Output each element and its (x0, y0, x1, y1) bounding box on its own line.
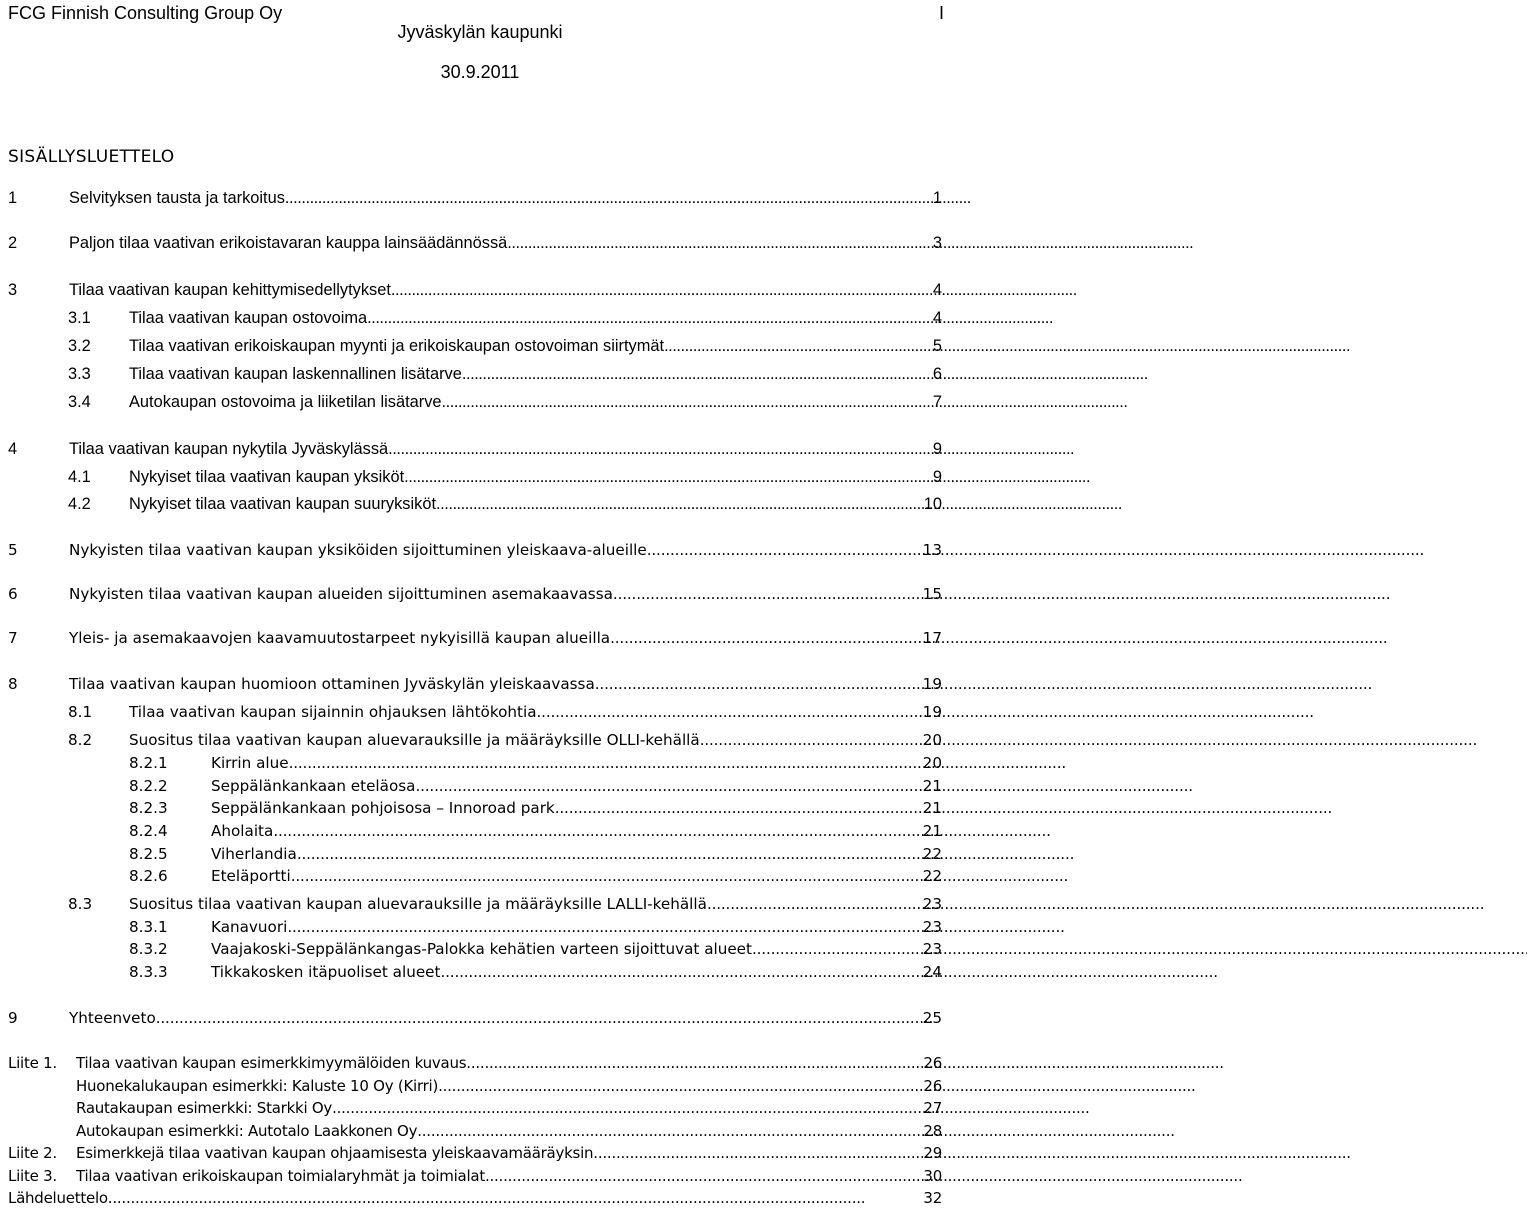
appendix-page: 30 (923, 1167, 942, 1185)
appendix-title: Tilaa vaativan erikoiskaupan toimialaryhmät ja toimialat (76, 1167, 485, 1185)
appendix-title: Tilaa vaativan kaupan esimerkkimyymälöiden kuvaus (76, 1054, 467, 1072)
appendix-entry[interactable] (8, 1051, 942, 1075)
toc-entry-title: Nykyisten tilaa vaativan kaupan yksiköiden sijoittuminen yleiskaava-alueille (69, 541, 647, 559)
toc-entry-number: 4 (8, 440, 18, 458)
appendix-entry[interactable] (8, 1141, 942, 1165)
dot-leader (291, 864, 921, 888)
toc-entry-page: 22 (922, 867, 942, 885)
appendix-entry[interactable] (8, 1119, 942, 1143)
toc-entry-page: 23 (922, 918, 942, 936)
dot-leader (442, 390, 931, 414)
toc-entry[interactable] (8, 437, 942, 461)
toc-entry-page: 19 (922, 703, 942, 721)
toc-title: SISÄLLYSLUETTELO (8, 147, 175, 167)
toc-entry-title: Tilaa vaativan kaupan huomioon ottaminen Jyväskylän yleiskaavassa (69, 675, 595, 693)
appendix-label: Liite 2. (8, 1144, 57, 1162)
appendix-title: Lähdeluettelo (8, 1189, 108, 1207)
dot-leader (297, 842, 921, 866)
toc-entry-title: Autokaupan ostovoima ja liiketilan lisätarve (129, 393, 442, 411)
toc-entry-page: 4 (932, 309, 942, 327)
toc-entry[interactable] (8, 582, 942, 606)
appendix-page: 27 (923, 1099, 942, 1117)
toc-entry[interactable] (8, 774, 942, 798)
toc-entry[interactable] (8, 892, 942, 916)
toc-entry-number: 8.2.4 (129, 822, 168, 840)
toc-entry-page: 21 (922, 799, 942, 817)
header-company: FCG Finnish Consulting Group Oy (8, 3, 283, 23)
toc-entry-title: Tilaa vaativan kaupan kehittymisedellytykset (69, 281, 391, 299)
toc-entry-number: 9 (8, 1009, 18, 1027)
appendix-title: Huonekalukaupan esimerkki: Kaluste 10 Oy (Kirri) (76, 1077, 439, 1095)
toc-entry-page: 21 (922, 822, 942, 840)
toc-entry-number: 8.2.6 (129, 867, 168, 885)
toc-entry-number: 4.2 (68, 495, 91, 513)
dot-leader (404, 465, 931, 489)
toc-entry-number: 8.1 (68, 703, 93, 721)
appendix-title: Esimerkkejä tilaa vaativan kaupan ohjaamisesta yleiskaavamääräyksin (76, 1144, 594, 1162)
toc-entry[interactable] (8, 937, 942, 961)
toc-entry-page: 7 (932, 393, 942, 411)
toc-entry-title: Vaajakoski-Seppälänkangas-Palokka kehätien varteen sijoittuvat alueet (211, 940, 752, 958)
toc-entry[interactable] (8, 306, 942, 330)
toc-entry-number: 8.2 (68, 731, 93, 749)
dot-leader (610, 626, 921, 650)
toc-entry-page: 6 (932, 365, 942, 383)
dot-leader (391, 278, 931, 302)
toc-entry-number: 8.3.1 (129, 918, 168, 936)
toc-entry-number: 7 (8, 629, 18, 647)
toc-entry-page: 3 (932, 234, 942, 252)
toc-entry-number: 5 (8, 541, 18, 559)
toc-entry-number: 8.3.3 (129, 963, 168, 981)
toc-entry-page: 24 (922, 963, 942, 981)
toc-entry-page: 23 (922, 895, 942, 913)
toc-entry-title: Nykyiset tilaa vaativan kaupan suuryksiköt (129, 495, 437, 513)
toc-entry-number: 2 (8, 234, 18, 252)
dot-leader (466, 1051, 921, 1075)
dot-leader (700, 728, 921, 752)
dot-leader (417, 1119, 921, 1143)
toc-entry[interactable] (8, 864, 942, 888)
dot-leader (287, 915, 920, 939)
dot-leader (332, 1096, 921, 1120)
toc-entry[interactable] (8, 728, 942, 752)
toc-entry-page: 10 (923, 495, 942, 513)
toc-entry-number: 3.3 (68, 365, 91, 383)
toc-entry-page: 4 (932, 281, 942, 299)
dot-leader (537, 700, 921, 724)
toc-entry-page: 23 (922, 940, 942, 958)
toc-entry-number: 3 (8, 281, 18, 299)
toc-entry-title: Tilaa vaativan kaupan ostovoima (129, 309, 368, 327)
dot-leader (647, 538, 921, 562)
appendix-entry[interactable] (8, 1096, 942, 1120)
toc-entry-number: 3.1 (68, 309, 91, 327)
dot-leader (752, 937, 921, 961)
toc-entry-title: Nykyiset tilaa vaativan kaupan yksiköt (129, 468, 405, 486)
toc-entry-title: Suositus tilaa vaativan kaupan aluevarauksille ja määräyksille OLLI-kehällä (129, 731, 700, 749)
toc-entry-title: Aholaita (211, 822, 274, 840)
toc-entry-title: Seppälänkankaan eteläosa (211, 777, 416, 795)
appendix-page: 28 (923, 1122, 942, 1140)
toc-entry-number: 1 (8, 189, 18, 207)
toc-entry[interactable] (8, 672, 942, 696)
toc-entry[interactable] (8, 700, 942, 724)
dot-leader (440, 960, 920, 984)
dot-leader (507, 231, 931, 255)
toc-entry-number: 8.3.2 (129, 940, 168, 958)
toc-entry-title: Selvityksen tausta ja tarkoitus (69, 189, 285, 207)
dot-leader (156, 1006, 921, 1030)
toc-entry-number: 6 (8, 585, 18, 603)
toc-entry-page: 9 (932, 440, 942, 458)
toc-entry-page: 15 (922, 585, 942, 603)
appendix-page: 32 (923, 1189, 942, 1207)
toc-entry-number: 8 (8, 675, 18, 693)
appendix-entry[interactable] (8, 1186, 942, 1210)
toc-entry-title: Yhteenveto (69, 1009, 156, 1027)
toc-entry-page: 20 (922, 754, 942, 772)
dot-leader (438, 1074, 921, 1098)
dot-leader (415, 774, 920, 798)
toc-entry-title: Tilaa vaativan erikoiskaupan myynti ja erikoiskaupan ostovoiman siirtymät (129, 337, 665, 355)
toc-entry-page: 22 (922, 845, 942, 863)
toc-entry[interactable] (8, 538, 942, 562)
appendix-page: 26 (923, 1077, 942, 1095)
toc-entry[interactable] (8, 796, 942, 820)
toc-entry-title: Tilaa vaativan kaupan sijainnin ohjauksen lähtökohtia (129, 703, 537, 721)
toc-entry-number: 8.2.3 (129, 799, 168, 817)
dot-leader (273, 819, 920, 843)
dot-leader (664, 334, 931, 358)
dot-leader (367, 306, 931, 330)
dot-leader (555, 796, 921, 820)
toc-entry-page: 21 (922, 777, 942, 795)
toc-entry-number: 8.2.1 (129, 754, 168, 772)
toc-entry-number: 3.4 (68, 393, 91, 411)
toc-entry[interactable] (8, 1006, 942, 1030)
appendix-title: Autokaupan esimerkki: Autotalo Laakkonen Oy (76, 1122, 418, 1140)
toc-entry-number: 8.2.2 (129, 777, 168, 795)
toc-entry-page: 13 (922, 541, 942, 559)
toc-entry[interactable] (8, 492, 942, 516)
toc-entry-title: Yleis- ja asemakaavojen kaavamuutostarpeet nykyisillä kaupan alueilla (69, 629, 611, 647)
toc-entry[interactable] (8, 231, 942, 255)
toc-entry[interactable] (8, 842, 942, 866)
toc-entry-title: Suositus tilaa vaativan kaupan aluevarauksille ja määräyksille LALLI-kehällä (129, 895, 707, 913)
toc-entry-title: Eteläportti (211, 867, 291, 885)
toc-entry-page: 17 (922, 629, 942, 647)
dot-leader (593, 1141, 921, 1165)
dot-leader (285, 186, 931, 210)
dot-leader (485, 1164, 921, 1188)
dot-leader (707, 892, 921, 916)
toc-entry-page: 20 (922, 731, 942, 749)
toc-entry-page: 5 (932, 337, 942, 355)
toc-entry-title: Tilaa vaativan kaupan laskennallinen lisätarve (129, 365, 462, 383)
dot-leader (108, 1186, 922, 1210)
toc-entry[interactable] (8, 465, 942, 489)
toc-entry[interactable] (8, 960, 942, 984)
appendix-page: 29 (923, 1144, 942, 1162)
toc-entry-number: 4.1 (68, 468, 91, 486)
toc-entry-title: Paljon tilaa vaativan erikoistavaran kauppa lainsäädännössä (69, 234, 508, 252)
toc-entry-number: 8.3 (68, 895, 93, 913)
toc-entry-number: 8.2.5 (129, 845, 168, 863)
toc-entry-title: Seppälänkankaan pohjoisosa – Innoroad park (211, 799, 555, 817)
appendix-entry[interactable] (8, 1164, 942, 1188)
toc-entry-number: 3.2 (68, 337, 91, 355)
dot-leader (436, 492, 922, 516)
toc-entry-page: 1 (932, 189, 942, 207)
toc-entry[interactable] (8, 186, 942, 210)
toc-entry[interactable] (8, 278, 942, 302)
toc-entry-page: 25 (922, 1009, 942, 1027)
toc-entry[interactable] (8, 751, 942, 775)
header-city: Jyväskylän kaupunki (397, 22, 563, 42)
toc-entry[interactable] (8, 390, 942, 414)
toc-entry[interactable] (8, 915, 942, 939)
toc-entry-title: Tikkakosken itäpuoliset alueet (211, 963, 441, 981)
toc-entry[interactable] (8, 362, 942, 386)
toc-entry[interactable] (8, 626, 942, 650)
toc-entry-page: 19 (922, 675, 942, 693)
toc-entry-title: Viherlandia (211, 845, 297, 863)
appendix-entry[interactable] (8, 1074, 942, 1098)
toc-entry-page: 9 (932, 468, 942, 486)
toc-entry-title: Tilaa vaativan kaupan nykytila Jyväskylässä (69, 440, 389, 458)
appendix-label: Liite 3. (8, 1167, 57, 1185)
appendix-label: Liite 1. (8, 1054, 57, 1072)
dot-leader (613, 582, 921, 606)
toc-entry[interactable] (8, 334, 942, 358)
dot-leader (289, 751, 921, 775)
toc-entry-title: Kanavuori (211, 918, 288, 936)
dot-leader (595, 672, 921, 696)
toc-entry-title: Nykyisten tilaa vaativan kaupan alueiden sijoittuminen asemakaavassa (69, 585, 613, 603)
toc-entry[interactable] (8, 819, 942, 843)
header-date: 30.9.2011 (440, 62, 520, 82)
toc-entry-title: Kirrin alue (211, 754, 289, 772)
dot-leader (462, 362, 931, 386)
appendix-title: Rautakaupan esimerkki: Starkki Oy (76, 1099, 333, 1117)
header-page-number: I (938, 3, 944, 23)
dot-leader (388, 437, 931, 461)
appendix-page: 26 (923, 1054, 942, 1072)
